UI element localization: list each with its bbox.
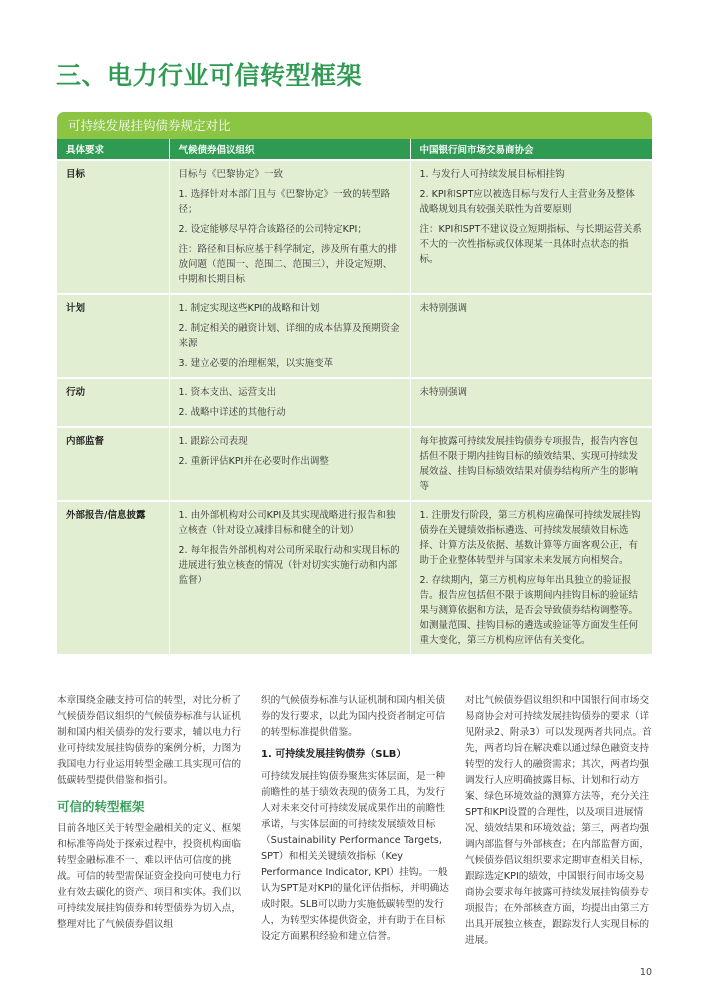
cbi-cell (169, 427, 410, 501)
cbi-cell (169, 501, 410, 654)
section-heading: 可信的转型框架 (57, 799, 145, 814)
cell-note: 注：路径和目标应基于科学制定，涉及所有重大的排放问题（范围一、范围二、范围三），并设定短期、中期和长期目标 (178, 244, 398, 285)
nafmii-cell (410, 378, 652, 427)
slb-paragraph: 可持续发展挂钩债券聚焦实体层面，是一种前瞻性的基于绩效表现的债务工具，为发行人对未来交付可持续发展成果作出的前瞻性承诺，与实体层面的可持续发展绩效目标（Sustainability Performance Targets, SPT）和相关关键绩效指标（Key Performance Indicator, KPI）挂钩。一般认为SPT是对KPI的量化评估指标，并明确达成时限。SLB可以助力实施低碳转型的发行人，为转型实体提供资金，并有助于在目标设定方面累积经验和建立信誉。 (261, 771, 449, 942)
cbi-cell (169, 378, 410, 427)
cell-text: 目标与《巴黎协定》一致 (178, 169, 284, 180)
table-row-external-reporting (57, 501, 652, 654)
row-label: 内部监督 (57, 427, 169, 501)
section-paragraph: 目前各地区关于转型金融相关的定义、框架和标准等尚处于探索过程中，投资机构面临转型金融标准不一、难以评估可信度的挑战。可信的转型需保证资金投向可使电力行业有效去碳化的资产、项目和实体。我们以可持续发展挂钩债券和转型债券为切入点，整理对比了气候债券倡议组 (57, 823, 242, 930)
subsection-heading: 1. 可持续发展挂钩债券（SLB） (261, 749, 407, 760)
table-row-action (57, 378, 652, 427)
cell-text: 2. 每年报告外部机构对公司所采取行动和实现目标的进展进行独立核查的情况（针对切实实施行动和内部监督） (178, 545, 400, 586)
table-row-goal (57, 160, 652, 294)
cell-text: 1. 与发行人可持续发展目标相挂钩 (419, 169, 565, 180)
cell-text: 1. 资本支出、运营支出 (178, 387, 277, 398)
row-label: 目标 (57, 160, 169, 294)
page-number: 10 (639, 967, 652, 978)
table-row-internal-supervision (57, 427, 652, 501)
cell-text: 2. 制定相关的融资计划、详细的成本估算及预期资金来源 (178, 323, 400, 349)
comparison-table (57, 112, 652, 654)
cell-text: 2. 存续期内，第三方机构应每年出具独立的验证报告。报告应包括但不限于该期间内挂钩目标的验证结果与测算依据和方法，是否会导致债券结构调整等。如测量范围、挂钩目标的遴选或验证等方面发生任何重大变化，第三方机构应评估有关变化。 (419, 575, 639, 646)
cbi-cell (169, 160, 410, 294)
nafmii-cell (410, 294, 652, 378)
cell-text: 2. 战略中详述的其他行动 (178, 407, 286, 418)
table-row-plan (57, 294, 652, 378)
intro-paragraph: 本章围绕金融支持可信的转型，对比分析了气候债券倡议组织的气候债券标准与认证机制和国内相关债券的发行要求，辅以电力行业可持续发展挂钩债券的案例分析，力图为我国电力行业运用转型金融工具实现可信的低碳转型提供借鉴和指引。 (57, 695, 242, 786)
cbi-cell (169, 294, 410, 378)
body-column-1 (57, 693, 245, 955)
cell-note: 注：KPI和SPT不建议设立短期指标、与长期运营关系不大的一次性指标或仅体现某一具体时点状态的指标。 (419, 224, 642, 265)
cell-text: 1. 选择针对本部门且与《巴黎协定》一致的转型路径； (178, 189, 391, 215)
body-column-3 (465, 693, 653, 955)
cell-text: 1. 制定实现这些KPI的战略和计划 (178, 303, 320, 314)
cell-text: 2. 重新评估KPI并在必要时作出调整 (178, 456, 329, 467)
cell-text: 2. KPI和SPT应以被选目标与发行人主营业务及整体战略规划具有较强关联性为首要原则 (419, 189, 635, 215)
cell-text: 未特别强调 (419, 303, 468, 314)
row-label: 外部报告/信息披露 (57, 501, 169, 654)
nafmii-cell (410, 427, 652, 501)
cell-text: 每年披露可持续发展挂钩债券专项报告，报告内容包括但不限于期内挂钩目标的绩效结果、实现可持续发展效益、挂钩目标绩效结果对债券结构所产生的影响等 (419, 436, 639, 492)
cell-text: 2. 设定能够尽早符合该路径的公司特定KPI； (178, 224, 367, 235)
body-columns (57, 693, 653, 955)
cell-text: 1. 跟踪公司表现 (178, 436, 248, 447)
header-requirement: 具体要求 (57, 139, 169, 160)
row-label: 行动 (57, 378, 169, 427)
row-label: 计划 (57, 294, 169, 378)
header-cbi: 气候债券倡议组织 (169, 139, 410, 160)
comparison-paragraph: 对比气候债券倡议组织和中国银行间市场交易商协会对可持续发展挂钩债券的要求（详见附录2、附录3）可以发现两者共同点。首先，两者均旨在解决难以通过绿色融资支持转型的发行人的融资需求；其次，两者均强调发行人应明确披露目标、计划和行动方案、绿色环境效益的测算方法等，充分关注SPT和KPI设置的合理性，以及项目进展情况、绩效结果和环境效益；第三，两者均强调内部监督与外部核查；在内部监督方面，气候债券倡议组织要求定期审查相关目标，跟踪选定KPI的绩效，中国银行间市场交易商协会要求每年披露可持续发展挂钩债券专项报告；在外部核查方面，均提出由第三方出具开展独立核查，跟踪发行人实现目标的进展。 (465, 695, 652, 946)
page-title: 三、电力行业可信转型框架 (56, 61, 363, 90)
nafmii-cell (410, 501, 652, 654)
cell-text: 未特别强调 (419, 387, 468, 398)
cell-text: 3. 建立必要的治理框架，以实施变革 (178, 358, 334, 369)
cell-text: 1. 由外部机构对公司KPI及其实现战略进行报告和独立核查（针对设立减排目标和健全的计划） (178, 510, 396, 536)
table-caption: 可持续发展挂钩债券规定对比 (57, 112, 652, 139)
nafmii-cell (410, 160, 652, 294)
header-nafmii: 中国银行间市场交易商协会 (410, 139, 652, 160)
body-column-2 (261, 693, 449, 955)
continued-paragraph: 织的气候债券标准与认证机制和国内相关债券的发行要求，以此为国内投资者制定可信的转型标准提供借鉴。 (261, 695, 446, 738)
cell-text: 1. 注册发行阶段，第三方机构应确保可持续发展挂钩债券在关键绩效指标遴选、可持续发展绩效目标选择、计算方法及依据、基数计算等方面客观公正，有助于企业整体转型并与国家未来发展方向相契合。 (419, 510, 641, 566)
table-header-row (57, 139, 652, 160)
